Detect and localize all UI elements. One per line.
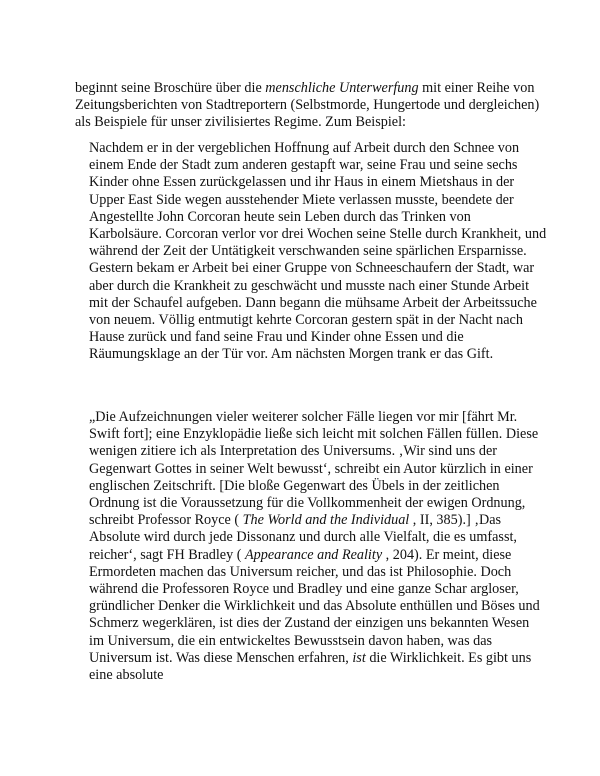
quote-text-1: „Die Aufzeichnungen vieler weiterer solcher Fälle liegen vor mir [fährt Mr. Swift fort]; eine Enzyklopädie ließe sich leicht mit solchen Fällen füllen. Diese wenigen zitiere ich als Interpretation des Universums. ‚Wir sind uns der Gegenwart Gottes in seiner Welt bewusst‘, schreibt ein Autor kürzlich in einer englischen Zeitschrift. [Die bloße Gegenwart des Übels in der zeitlichen Ordnung ist die Voraussetzung für die Vollkommenheit der ewigen Ordnung, schreibt Professor Royce ( xyxy=(89,409,539,529)
block-quote-corcoran: Nachdem er in der vergeblichen Hoffnung auf Arbeit durch den Schnee von einem Ende der Stadt zum anderen gestapft war, seine Frau und seine sechs Kinder ohne Essen zurückgelassen und ihr Haus in einem Mietshaus in der Upper East Side wegen ausstehender Miete verlassen musste, beendete der Angestellte John Corcoran heute sein Leben durch das Trinken von Karbolsäure. Corcoran verlor vor drei Wochen seine Stelle durch Krankheit, und während der Zeit der Untätigkeit verschwanden seine spärlichen Ersparnisse. Gestern bekam er Arbeit bei einer Gruppe von Schneeschaufern der Stadt, war aber durch die Krankheit zu geschwächt und musste nach einer Stunde Arbeit mit der Schaufel aufgeben. Dann begann die mühsame Arbeit der Arbeitssuche von neuem. Völlig entmutigt kehrte Corcoran gestern spät in der Nacht nach Hause zurück und fand seine Frau und Kinder ohne Essen und die Räumungsklage an der Tür vor. Am nächsten Morgen trank er das Gift. xyxy=(89,140,547,363)
quote-text-2: , II, 385).] ‚Das Absolute wird durch jede Dissonanz und durch alle Vielfalt, die es umfasst, reicher‘, sagt FH Bradley ( xyxy=(89,512,517,563)
book-title-bradley: Appearance and Reality xyxy=(245,546,383,563)
book-title-royce: The World and the Individual xyxy=(242,512,410,529)
intro-paragraph xyxy=(75,80,545,132)
block-quote-swift xyxy=(89,409,547,684)
intro-emphasis: menschliche Unterwerfung xyxy=(265,80,419,96)
quote-text-4: die Wirklichkeit. Es gibt uns eine absolute xyxy=(89,649,532,684)
intro-text-end: mit einer Reihe von Zeitungsberichten von Stadtreportern (Selbstmorde, Hungertode und dergleichen) als Beispiele für unser zivilisiertes Regime. Zum Beispiel: xyxy=(75,80,540,131)
intro-text-start: beginnt seine Broschüre über die xyxy=(75,80,266,96)
quote-text-3: , 204). Er meint, diese Ermordeten machen das Universum reicher, und das ist Philosophie. Doch während die Professoren Royce und Bradley und eine ganze Schar argloser, gründlicher Denker die Wirklichkeit und das Absolute enthüllen und Böses und Schmerz wegerklären, ist dies der Zustand der einzigen uns bekannten Wesen im Universum, die ein entwickeltes Bewusstsein davon haben, was das Universum ist. Was diese Menschen erfahren, xyxy=(89,546,540,666)
quote-emphasis: ist xyxy=(352,649,366,666)
